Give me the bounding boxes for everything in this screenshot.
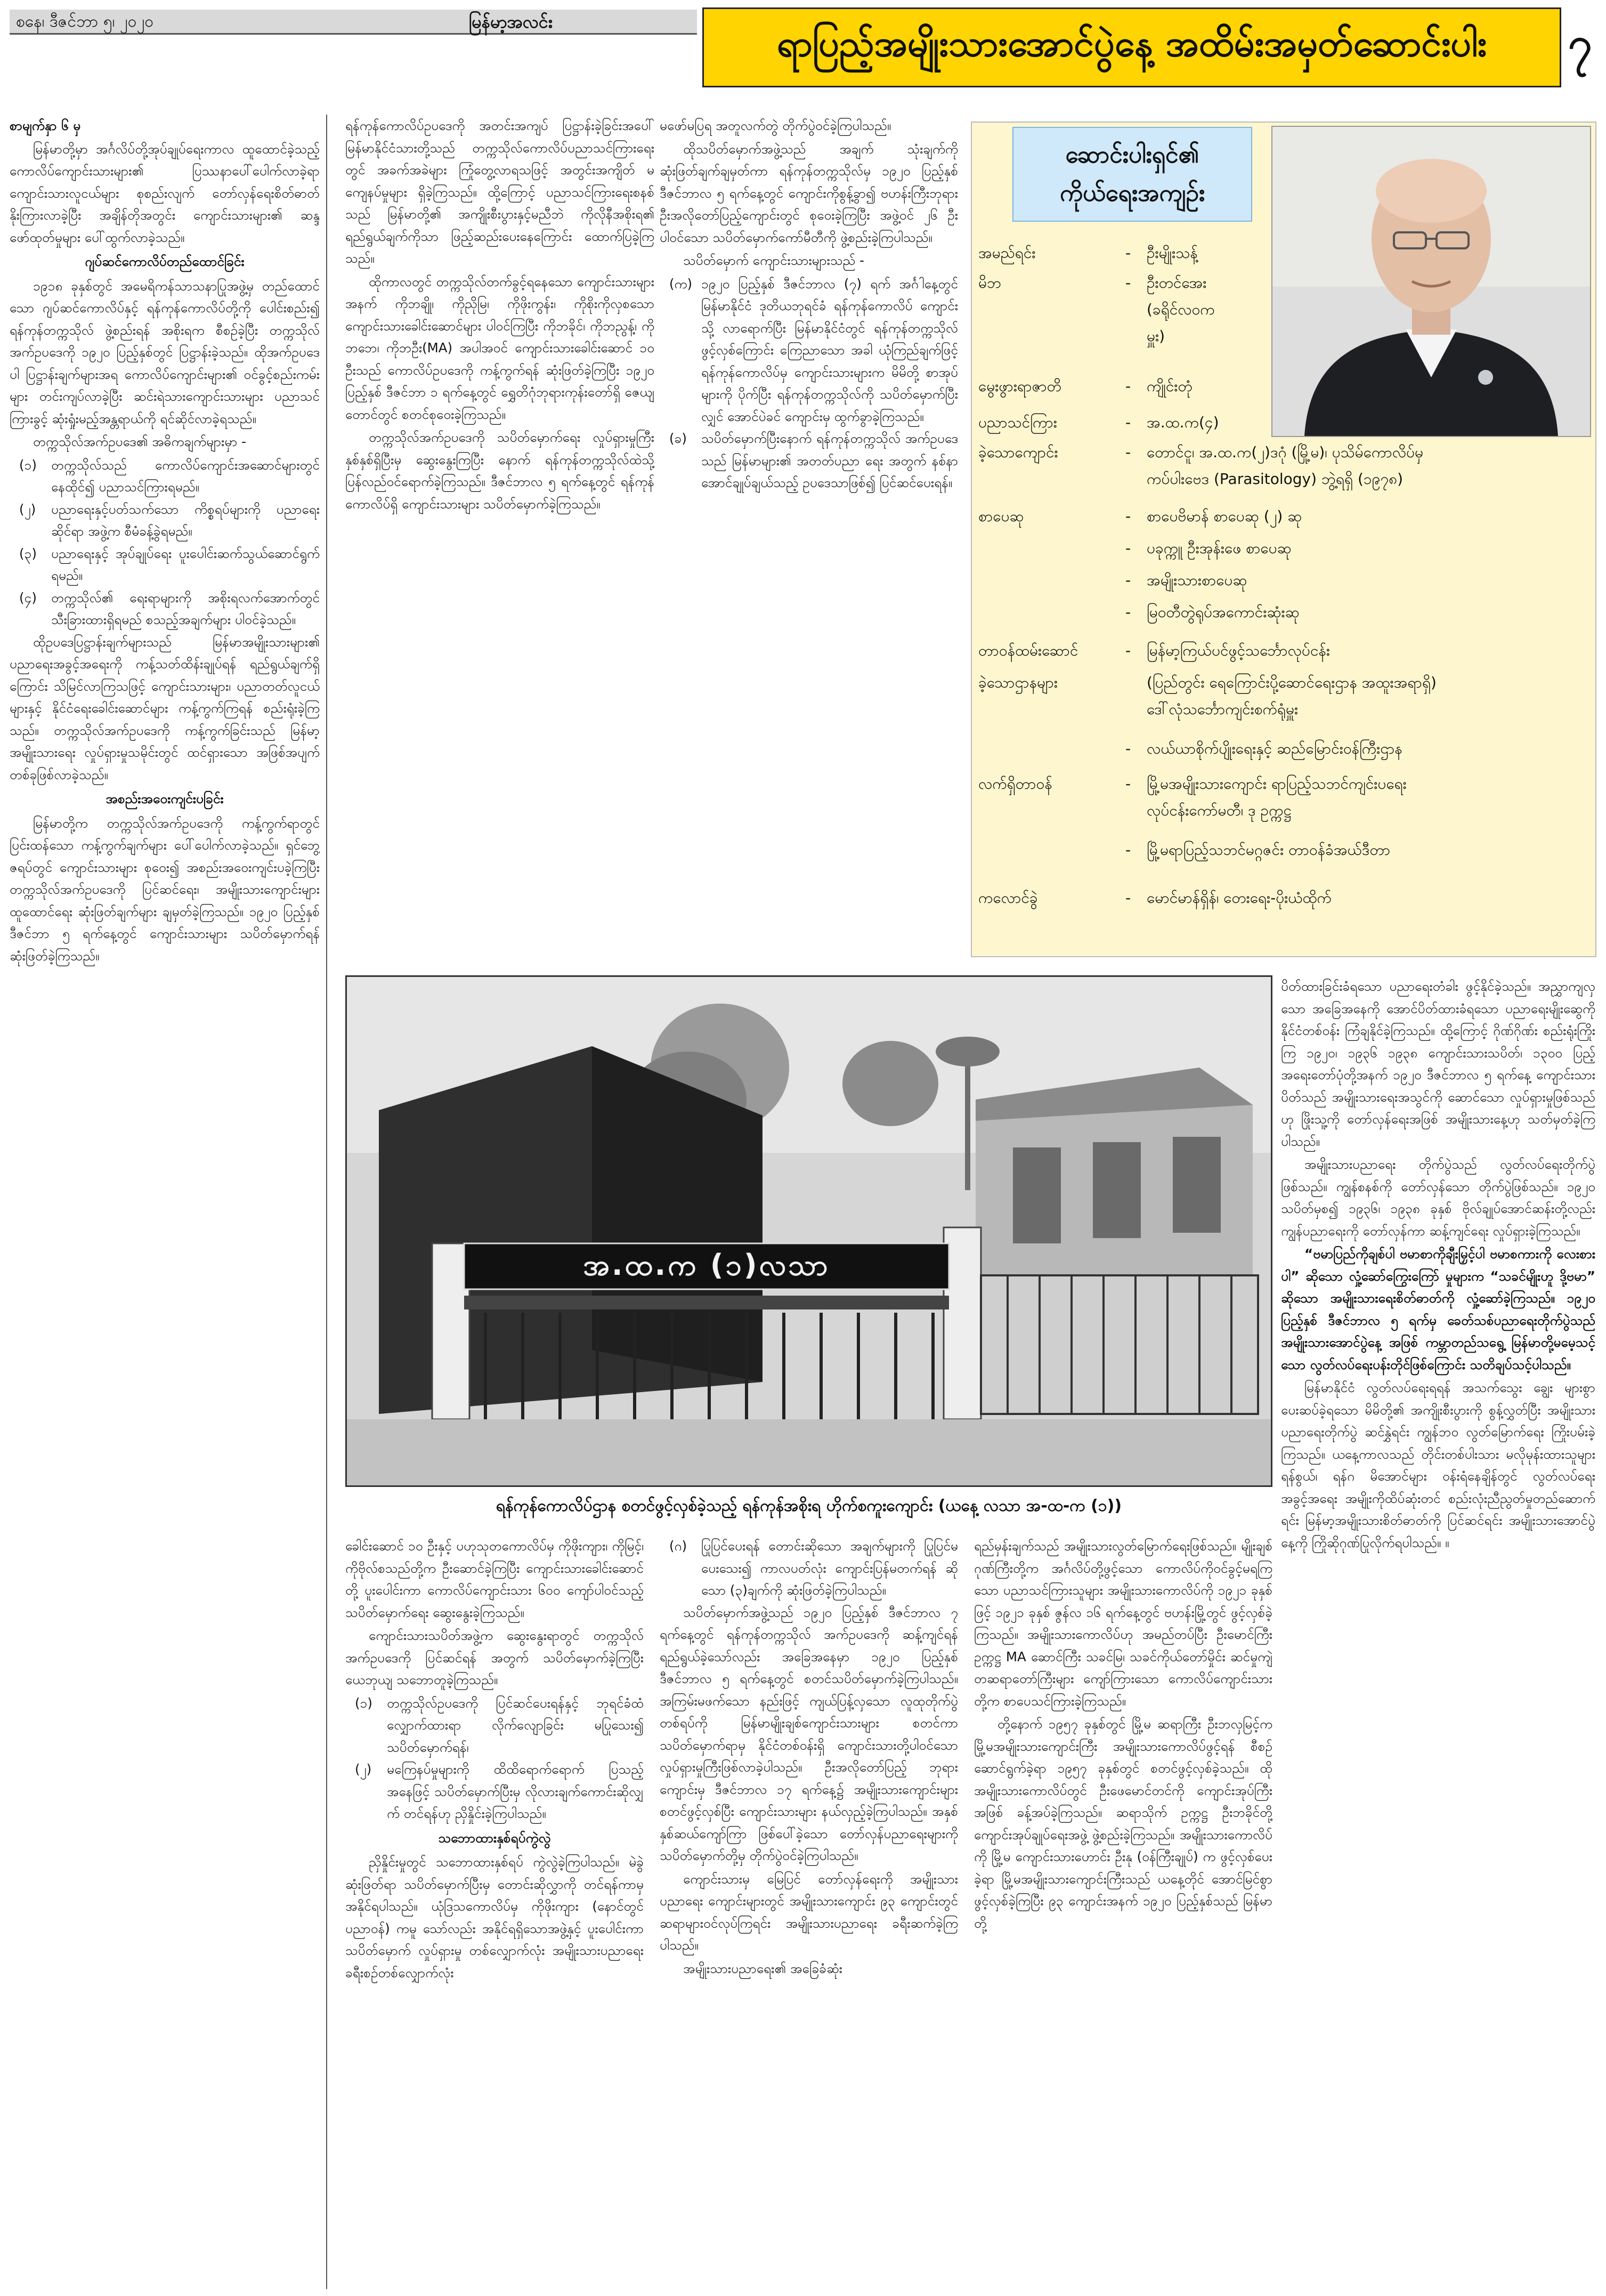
profile-value: ပခုက္ကူ ဦးအုန်းဖေ စာပေဆု — [1147, 539, 1292, 557]
issue-date: စနေ၊ ဒီဇင်ဘာ ၅၊ ၂၀၂၀ — [16, 12, 154, 31]
paragraph: မြန်မာတို့မှာ အင်္ဂလိပ်တို့အုပ်ချုပ်ရေးကာလ ထူထောင်ခဲ့သည့် ကောလိပ်ကျောင်းသားများ၏ ပြဿနာပေါ်ပေါက်လာခဲ့ရာ ကျောင်းသားလူငယ်များ စုစည်းလျက် တော်လှန်ရေးစိတ်ဓာတ် နိုးကြားလာခဲ့ပြီး အချိန်တိုအတွင်း ကျောင်းသားများ၏ ဆန္ဒဖော်ထုတ်မှုများ ပေါ်ထွက်လာခဲ့သည်။ — [10, 141, 320, 245]
profile-label: စာပေဆု — [978, 507, 1024, 525]
profile-value: မောင်မာန်ရှိန်၊ တေးရေး-ပိုးယံထိုက် — [1147, 889, 1332, 907]
column-divider — [326, 115, 327, 2289]
profile-dash: - — [1125, 571, 1131, 589]
paragraph: ကျောင်းသားမှ မြေပြင် တော်လှန်ရေးကို အမျိုးသားပညာရေး ကျောင်းများတွင် အမျိုးသားကျောင်း ၉၃ ကျောင်းတွင် ဆရာများဝင်လုပ်ကြရင်း အမျိုးသားပညာရေး ခရီးဆက်ခဲ့ကြပါသည်။ — [660, 1871, 958, 1953]
column-2-lower — [345, 1535, 644, 2286]
list-item: (၂) ပညာရေးနှင့်ပတ်သက်သော ကိစ္စရပ်များကို ပညာရေးဆိုင်ရာ အဖွဲ့က စီမံခန့်ခွဲရမည်။ — [19, 501, 320, 539]
paragraph: ပိတ်ထားခြင်းခံရသော ပညာရေးတံခါး ဖွင့်နိုင်ခဲ့သည်။ အညွှာကျလှသော အခြေအနေကို အောင်ပိတ်ထားခံရသော ပညာရေးမျိုးဆွေကို နိုင်ငံတစ်ဝန်း ကြံချနိုင်ခဲ့ကြသည်။ ထို့ကြောင့် ဂိုဏ်ဂိုဏ်း စည်းရုံးကြိုးကြ ၁၉၂၀၊ ၁၉၃၆ ၁၉၃၈ ကျောင်းသားသပိတ်၊ ၁၃၀၀ ပြည့်အရေးတော်ပုံတို့အနက် ၁၉၂၀ ဒီဇင်ဘာလ ၅ ရက်နေ့ ကျောင်းသားပိတ်သည် အမျိုးသားရေးအသွင်ကို ဆောင်သော လှုပ်ရှားမှုဖြစ်သည်ဟု ဖြိုးသူ့ကို တော်လှန်ရေးအဖြစ် အမျိုးသားနေ့ဟု သတ်မှတ်ခဲ့ကြပါသည်။ — [1281, 979, 1595, 1149]
column-6 — [1281, 975, 1595, 2286]
profile-dash: - — [1125, 841, 1131, 859]
profile-dash: - — [1125, 443, 1131, 461]
paragraph: အမျိုးသားပညာရေး၏ အခြေခံဆုံး — [683, 1960, 842, 1976]
profile-value: မြို့မအမျိုးသားကျောင်း ရာပြည့်သဘင်ကျင်းပရေး လုပ်ငန်းကော်မတီ၊ ဒု ဥက္ကဋ္ဌ — [1147, 775, 1407, 819]
profile-value: ဦးမျိုးသန့် — [1147, 244, 1198, 262]
paragraph: “ဗမာပြည်ကိုချစ်ပါ ဗမာစာကိုချီးမြှင့်ပါ ဗမာစကားကို လေးစားပါ” ဆိုသော လှုံ့ဆော်ကြွေးကြော် မှုများက “သခင်မျိုးဟူ ဒို့ဗမာ” ဆိုသော အမျိုးသားရေးစိတ်ဓာတ်ကို လှုံ့ဆော်ခဲ့ကြသည်။ ၁၉၂၀ ပြည့်နှစ် ဒီဇင်ဘာလ ၅ ရက်မှ ခေတ်သစ်ပညာရေးတိုက်ပွဲသည် အမျိုးသားအောင်ပွဲနေ့ အဖြစ် ကမ္ဘာတည်သရွေ့ မြန်မာတို့မမေ့သင့်သော လွတ်လပ်ရေးပန်းတိုင်ဖြစ်ကြောင်း သတိချပ်သင့်ပါသည်။ — [1281, 1246, 1595, 1372]
list-item: (၂) မကြေနပ်မှုများကို ထိထိရောက်ရောက် ပြသည့် အနေဖြင့် သပိတ်မှောက်ပြီးမှ လိုလားချက်ကောင်းဆိုလျှက် တင်ရန်ဟု ညှိနှိုင်းခဲ့ကြပါသည်။ — [355, 1761, 644, 1821]
profile-label: ပညာသင်ကြား — [978, 414, 1057, 431]
profile-dash: - — [1125, 642, 1131, 659]
paragraph: သပိတ်မှောက် ကျောင်းသားများသည် - — [683, 253, 864, 268]
paragraph: ခေါင်းဆောင် ၁၀ ဦးနှင့် ပဟုသုတကောလိပ်မှ ကိုဖိုးကျား၊ ကိုမြင့်၊ ကိုဗိုလ်စသည်တို့က ဦးဆောင်ခဲ့ကြပြီး ကျောင်းသားခေါင်းဆောင်တို့ ပူးပေါင်းကာ ကောလိပ်ကျောင်းသား ၆၀၀ ကျော်ပါဝင်သည့် သပိတ်မှောက်ရေး ဆွေးနွေးခဲ့ကြသည်။ — [345, 1538, 644, 1620]
profile-value: အမျိုးသားစာပေဆု — [1147, 571, 1247, 589]
column-3 — [660, 115, 958, 967]
school-photo — [345, 975, 1272, 1487]
gate-sign-text: အ.ထ.က (၁)လသာ — [583, 1248, 830, 1282]
profile-label: အမည်ရင်း — [978, 244, 1036, 262]
subheading: သဘောထားနှစ်ရပ်ကွဲလွဲ — [438, 1830, 551, 1846]
profile-label: မွေးဖွားရာဇာတိ — [978, 377, 1061, 395]
profile-label: ကလောင်ခွဲ — [978, 889, 1038, 907]
column-2 — [345, 115, 654, 967]
paragraph: တက္ကသိုလ်အက်ဥပဒေကို သပိတ်မှောက်ရေး လှုပ်ရှားမှုကြီး နှစ်နှစ်ရှိပြီးမှ ဆွေးနွေးကြပြီး နောက် ရန်ကုန်တက္ကသိုလ်ထဲသို့ ပြန်လည်ဝင်ရောက်ခဲ့ကြသည်။ ဒီဇင်ဘာလ ၅ ရက်နေ့တွင် ရန်ကုန်ကောလိပ်ရှိ ကျောင်းသားများ သပိတ်မှောက်ခဲ့ကြသည်။ — [345, 430, 654, 512]
list-item: (၃) ပညာရေးနှင့် အုပ်ချုပ်ရေး ပူးပေါင်းဆက်သွယ်ဆောင်ရွက်ရမည်။ — [19, 545, 320, 583]
profile-value: မြို့မရာပြည့်သဘင်မဂ္ဂဇင်း တာဝန်ခံအယ်ဒီတာ — [1147, 841, 1391, 859]
author-portrait — [1271, 126, 1591, 437]
profile-value: အ.ထ.က(၄) — [1147, 414, 1219, 431]
list-item: (ဂ) ပြုပြင်ပေးရန် တောင်းဆိုသော အချက်များကို ပြုပြင်မပေးသေး၍ ကာလပတ်လုံး ကျောင်းပြန်မတက်ရန် ဆိုသော (၃)ချက်ကို ဆုံးဖြတ်ခဲ့ကြပါသည်။ — [669, 1538, 958, 1598]
profile-dash: - — [1125, 507, 1131, 525]
paragraph: မြန်မာနိုင်ငံ လွတ်လပ်ရေးရရန် အသက်သွေး ချွေး များစွာ ပေးဆပ်ခဲ့ရသော မိမိတို့၏ အကျိုးစီးပွားကို စွန့်လွှတ်ပြီး အမျိုးသားပညာရေးတိုက်ပွဲ ဆင်နွှဲရင်း ကျွန်ဘဝ လွတ်မြောက်ရေး ကြိုးပမ်းခဲ့ကြသည်။ ယနေ့ကာလသည် တိုင်းတစ်ပါးသား မလိုမုန်းထားသူများ ရန်စွယ်၊ ရန်ဂ မိအောင်များ ဝန်းရံနေချိန်တွင် လွတ်လပ်ရေးအခွင့်အရေး အမျိုးကိုထိပ်ဆုံးတင် စည်းလုံးညီညွတ်မှုတည်ဆောက်ရင်း မြန်မာ့အမျိုးသားစိတ်ဓာတ်ကို ပြင်ဆင်ရင်း အမျိုးသားအောင်ပွဲနေ့ကို ကြိုဆိုဂုဏ်ပြုလိုက်ရပါသည်။ ။ — [1281, 1380, 1595, 1550]
paragraph: မြန်မာတို့က တက္ကသိုလ်အက်ဥပဒေကို ကန့်ကွက်ရာတွင် ပြင်းထန်သော ကန့်ကွက်ချက်များ ပေါ်ပေါက်လာခဲ့သည်။ ရှင်ဘွေ့ဇရပ်တွင် ကျောင်းသားများ စုဝေး၍ အစည်းအဝေးကျင်းပခဲ့ကြပြီး တက္ကသိုလ်အက်ဥပဒေကို ပြင်ဆင်ရေး၊ အမျိုးသားကျောင်းများ ထူထောင်ရေး ဆုံးဖြတ်ချက်များ ချမှတ်ခဲ့ကြသည်။ ၁၉၂၀ ပြည့်နှစ် ဒီဇင်ဘာ ၅ ရက်နေ့တွင် ကျောင်းသားများ သပိတ်မှောက်ရန် ဆုံးဖြတ်ခဲ့ကြသည်။ — [10, 815, 320, 964]
paragraph: ညှိနှိုင်းမှုတွင် သဘောထားနှစ်ရပ် ကွဲလွဲခဲ့ကြပါသည်။ မဲခွဲဆုံးဖြတ်ရာ သပိတ်မှောက်ပြီးမှ တောင်းဆိုလွှာကို တင်ရန်ကာမှ အနိုင်ရပါသည်။ ယုံဒြသကောလိပ်မှ ကိုဖိုးကျား (နောင်တွင် ပညာဝန်) ကမူ သော်လည်း အနိုင်ရရှိသောအဖွဲ့နှင့် ပူးပေါင်းကာ သပိတ်မှောက် လှုပ်ရှားမှု တစ်လျှောက်လုံး အမျိုးသားပညာရေး ခရီးစဉ်တစ်လျှောက်လုံး — [345, 1854, 644, 1980]
column-3-lower — [660, 1535, 958, 2286]
profile-dash: - — [1125, 244, 1131, 262]
list-item: (၁) တက္ကသိုလ်သည် ကောလိပ်ကျောင်းအဆောင်များတွင် နေထိုင်၍ ပညာသင်ကြားရမည်။ — [19, 457, 320, 495]
portrait-photo — [1272, 127, 1590, 436]
profile-dash: - — [1125, 775, 1131, 793]
profile-label: ခဲ့သောကျောင်း — [978, 443, 1058, 461]
list-item: (၄) တက္ကသိုလ်၏ ရေးရာများကို အစိုးရလက်အောက်တွင် သီးခြားထားရှိရမည် စသည့်အချက်များ ပါဝင်ခဲ့သည်။ — [19, 589, 320, 627]
profile-value: လယ်ယာစိုက်ပျိုးရေးနှင့် ဆည်မြောင်းဝန်ကြီးဌာန — [1147, 740, 1402, 757]
profile-label: ခဲ့သောဌာနများ — [978, 674, 1058, 691]
list-item: (က) ၁၉၂၀ ပြည့်နှစ် ဒီဇင်ဘာလ (၇) ရက် အင်္ဂါနေ့တွင် မြန်မာနိုင်ငံ ဒုတိယဘုရင်ခံ ရန်ကုန်ကောလိပ် ကျောင်းသို့ လာရောက်ပြီး မြန်မာနိုင်ငံတွင် ရန်ကုန်တက္ကသိုလ် ဖွင့်လှစ်ကြောင်း ကြေညာသော အခါ ယုံကြည်ချက်ဖြင့် ရန်ကုန်ကောလိပ်မှ ကျောင်းသားများက မိမိတို့ စာအုပ်များကို ပိုက်ပြီး ရန်ကုန်တက္ကသိုလ်ကို သပိတ်မှောက်ပြီးလျှင် အောင်ပဲခင် ကျောင်းမှ ထွက်ခွာခဲ့ကြသည်။ — [669, 276, 958, 424]
newspaper-name: မြန်မာ့အလင်း — [469, 12, 553, 32]
school-building-image — [347, 977, 1271, 1485]
profile-value: ကျိုင်းတုံ — [1147, 377, 1193, 395]
paragraph: အမျိုးသားပညာရေး တိုက်ပွဲသည် လွတ်လပ်ရေးတိုက်ပွဲဖြစ်သည်။ ကျွန်စနစ်ကို တော်လှန်သော တိုက်ပွဲဖြစ်သည်။ ၁၉၂၀ သပိတ်မှစ၍ ၁၉၃၆၊ ၁၉၃၈ ခုနှစ် ဗိုလ်ချုပ်အောင်ဆန်းတို့လည်း ကျွန်ပညာရေးကို တော်လှန်ကာ ဆန့်ကျင်ရေး လှုပ်ရှားခဲ့ကြသည်။ — [1281, 1157, 1595, 1239]
list-item: (၁) တက္ကသိုလ်ဥပဒေကို ပြင်ဆင်ပေးရန်နှင့် ဘုရင်ခံထံ လျှောက်ထားရာ လိုက်လျောခြင်း မပြုသေး၍ သပိတ်မှောက်ရန်၊ — [355, 1695, 644, 1755]
profile-value: စာပေဗိမာန် စာပေဆု (၂) ဆု — [1147, 507, 1302, 525]
paragraph: ထိုကာလတွင် တက္ကသိုလ်တက်ခွင့်ရနေသော ကျောင်းသားများအနက် ကိုဘချို၊ ကိုညိုမြ၊ ကိုဖိုးကွန်း၊ ကိုစိုးကိုလှစသော ကျောင်းသားခေါင်းဆောင်များ ပါဝင်ကြပြီး ကိုဘခိုင်၊ ကိုဘညွန့်၊ ကိုဘဘေ၊ ကိုဘဦး(MA) အပါအဝင် ကျောင်းသားခေါင်းဆောင် ၁၀ ဦးသည် ကောလိပ်ဥပဒေကို ကန့်ကွက်ရန် ဆုံးဖြတ်ခဲ့ကြပြီး ၁၉၂၀ ပြည့်နှစ် ဒီဇင်ဘာ ၁ ရက်နေ့တွင် ရွှေတိဂုံဘုရားကုန်းတော်ရှိ ဇေယျတောင်တွင် စတင်စုဝေးခဲ့ကြသည်။ — [345, 273, 654, 422]
list-item: (ခ) သပိတ်မှောက်ပြီးနောက် ရန်ကုန်တက္ကသိုလ် အက်ဥပဒေသည် မြန်မာများ၏ အတတ်ပညာ ရေး အတွက် နစ်နာအောင်ချုပ်ချယ်သည့် ဥပဒေသာဖြစ်၍ ပြင်ဆင်ပေးရန်။ — [669, 431, 958, 490]
profile-label: လက်ရှိတာဝန် — [978, 775, 1052, 793]
paragraph: ထိုသပိတ်မှောက်အဖွဲ့သည် အချက် သုံးချက်ကို ဆုံးဖြတ်ချက်ချမှတ်ကာ ရန်ကုန်တက္ကသိုလ်မှ ၁၉၂၀ ပြည့်နှစ် ဒီဇင်ဘာလ ၅ ရက်နေ့တွင် ကျောင်းကိုစွန့်ခွာ၍ ဗဟန်းကြီးဘုရား ဦးအလိုတော်ပြည့်ကျောင်းတွင် စုဝေးခဲ့ကြပြီး အဖွဲ့ဝင် ၂၆ ဦးပါဝင်သော သပိတ်မှောက်ကော်မီတီကို ဖွဲ့စည်းခဲ့ကြပါသည်။ — [660, 141, 958, 245]
paragraph: ကျောင်းသားသပိတ်အဖွဲ့က ဆွေးနွေးရာတွင် တက္ကသိုလ်အက်ဥပဒေကို ပြင်ဆင်ရန် အတွက် သပိတ်မှောက်ခဲ့ကြပြီး ယေဘုယျ သဘောတူခဲ့ကြသည်။ — [345, 1628, 644, 1687]
profile-dash: - — [1125, 414, 1131, 431]
paragraph: ရန်ကုန်ကောလိပ်ဥပဒေကို အတင်းအကျပ် ပြဋ္ဌာန်းခဲ့ခြင်းအပေါ် မြန်မာနိုင်ငံသားတို့သည် တက္ကသိုလ်ကောလိပ်ပညာသင်ကြားရေးတွင် အခက်အခဲများ ကြုံတွေ့လာရသဖြင့် အတွင်းအကျိတ် မကျေနပ်မှုများ ရှိခဲ့ကြသည်။ ထို့ကြောင့် ပညာသင်ကြားရေးစနစ်သည် မြန်မာတို့၏ အကျိုးစီးပွားနှင့်မညီဘဲ ကိုလိုနီအစိုးရ၏ ရည်ရွယ်ချက်ကိုသာ ဖြည့်ဆည်းပေးနေကြောင်း ထောက်ပြခဲ့ကြသည်။ — [345, 118, 654, 266]
profile-dash: - — [1125, 603, 1131, 621]
subheading: အစည်းအဝေးကျင်းပခြင်း — [106, 791, 224, 806]
profile-dash: - — [1125, 740, 1131, 757]
profile-value: ဦးတင်အေး (ခရိုင်လဝက မှူး) — [1147, 274, 1215, 345]
profile-value: (ပြည်တွင်း ရေကြောင်းပို့ဆောင်ရေးဌာန အထူးအရာရှိ) ဒေါ်လုံသင်္ဘောကျင်းစက်ရုံမှူး — [1147, 674, 1437, 718]
profile-dash: - — [1125, 274, 1131, 292]
page-number: ၇ — [1561, 7, 1599, 87]
profile-value: မြဝတီတွဲရုပ်အကောင်းဆုံးဆု — [1147, 603, 1300, 621]
profile-label: တာဝန်ထမ်းဆောင် — [978, 642, 1078, 659]
paragraph: တို့နောက် ၁၉၅၇ ခုနှစ်တွင် မြို့မ ဆရာကြီး ဦးဘလှမြင့်က မြို့မအမျိုးသားကျောင်းကြီး အမျိုးသားကောလိပ်ဖွင့်ရန် စီစဉ်ဆောင်ရွက်ခဲ့ရာ ၁၉၅၇ ခုနှစ်တွင် စတင်ဖွင့်လှစ်ခဲ့သည်။ ထိုအမျိုးသားကောလိပ်တွင် ဦးဖေမောင်တင်ကို ကျောင်းအုပ်ကြီးအဖြစ် ခန့်အပ်ခဲ့ကြသည်။ ဆရာသိုက် ဥက္ကဋ္ဌ ဦးဘခိုင်တို့ ကျောင်းအုပ်ချုပ်ရေးအဖွဲ့ ဖွဲ့စည်းခဲ့ကြသည်။ အမျိုးသားကောလိပ်ကို မြို့မ ကျောင်းသားဟောင်း ဦးနု (ဝန်ကြီးချုပ်) က ဖွင့်လှစ်ပေးခဲ့ရာ မြို့မအမျိုးသားကျောင်းကြီးသည် ယနေ့တိုင် အောင်မြင်စွာ ဖွင့်လှစ်ခဲ့ကြပြီး ၉၃ ကျောင်းအနက် ၁၉၂၀ ပြည့်နှစ်သည် မြန်မာတို့ — [974, 1716, 1272, 1931]
paragraph: သပိတ်မှောက်အဖွဲ့သည် ၁၉၂၀ ပြည့်နှစ် ဒီဇင်ဘာလ ၇ ရက်နေ့တွင် ရန်ကုန်တက္ကသိုလ် အက်ဥပဒေကို ဆန့်ကျင်ရန် ရည်ရွယ်ခဲ့သော်လည်း အခြေအနေမှာ ၁၉၂၀ ပြည့်နှစ် ဒီဇင်ဘာလ ၅ ရက်နေ့တွင် စတင်သပိတ်မှောက်ခဲ့ကြပါသည်။ အကြမ်းမဖက်သော နည်းဖြင့် ကျယ်ပြန့်လှသော လူထုတိုက်ပွဲ တစ်ရပ်ကို မြန်မာမျိုးချစ်ကျောင်းသားများ စတင်ကာ သပိတ်မှောက်ရာမှ နိုင်ငံတစ်ဝန်းရှိ ကျောင်းသားတို့ပါဝင်သော လှုပ်ရှားမှုကြီးဖြစ်လာခဲ့ပါသည်။ ဦးအလိုတော်ပြည့် ဘုရားကျောင်းမှ ဒီဇင်ဘာလ ၁၇ ရက်နေ့၌ အမျိုးသားကျောင်းများ စတင်ဖွင့်လှစ်ပြီး ကျောင်းသားများ နယ်လှည့်ခဲ့ကြပါသည်။ အနှစ်နှစ်ဆယ်ကျော်ကြာ ဖြစ်ပေါ်ခဲ့သော တော်လှန်ပညာရေးများကို သပိတ်မှောက်တို့မှ တိုက်ပွဲဝင်ခဲ့ကြပါသည်။ — [660, 1604, 958, 1863]
paragraph: ၁၉၁၈ ခုနှစ်တွင် အမေရိကန်သာသနာပြုအဖွဲ့မှ တည်ထောင်သော ဂျပ်ဆင်ကောလိပ်နှင့် ရန်ကုန်ကောလိပ်တို့ကို ပေါင်းစည်း၍ ရန်ကုန်တက္ကသိုလ် ဖွဲ့စည်းရန် အစိုးရက စီစဉ်ခဲ့ပြီး တက္ကသိုလ်အက်ဥပဒေကို ၁၉၂၀ ပြည့်နှစ်တွင် ပြဋ္ဌာန်းခဲ့သည်။ ထိုအက်ဥပဒေပါ ပြဋ္ဌာန်းချက်များအရ ကောလိပ်ကျောင်းများ၏ ဝင်ခွင့်စည်းကမ်းများ တင်းကျပ်လာခဲ့ပြီး ဆင်းရဲသားကျောင်းသားများ ပညာသင်ကြားခွင့် ဆုံးရှုံးမည့်အန္တရာယ်ကို ရင်ဆိုင်လာခဲ့ရသည်။ — [10, 278, 320, 426]
paragraph: ရည်မှန်းချက်သည် အမျိုးသားလွတ်မြောက်ရေးဖြစ်သည်။ မျိုးချစ်ဂုဏ်ကြီးတို့က အင်္ဂလိပ်တို့ဖွင့်သော ကောလိပ်ကိုဝင်ခွင့်မရကြသော ပညာသင်ကြားသူများ အမျိုးသားကောလိပ်ကို ၁၉၂၁ ခုနှစ် ဖြင့် ၁၉၂၁ ခုနှစ် ဇွန်လ ၁၆ ရက်နေ့တွင် ဗဟန်းမြို့တွင် ဖွင့်လှစ်ခဲ့ကြသည်။ အမျိုးသားကောလိပ်ဟု အမည်တပ်ပြီး ဦးမောင်ကြီး ဥက္ကဋ္ဌ MA ဆောင်ကြီး သခင်မြ၊ သခင်ကိုယ်တော်မှိုင်း ဆင်မှုကျဲ တဆရာတော်ကြီးများ ကျော်ကြားသော ကောလိပ်ကျောင်းသားတို့က စာပေသင်ကြားခဲ့ကြသည်။ — [974, 1538, 1272, 1709]
paragraph: တက္ကသိုလ်အက်ဥပဒေ၏ အဓိကချက်များမှာ - — [33, 434, 246, 449]
profile-heading-line: ကိုယ်ရေးအကျဉ်း — [1059, 180, 1205, 207]
column-4-lower — [974, 1535, 1272, 2286]
profile-heading-line: ဆောင်းပါးရှင်၏ — [1065, 141, 1199, 168]
profile-value: မြန်မာ့ကြယ်ပင်ဖွင့်သင်္ဘောလုပ်ငန်း — [1147, 642, 1331, 659]
paragraph: မဖော်မပြရ အတူလက်တွဲ တိုက်ပွဲဝင်ခဲ့ကြပါသည်။ — [660, 118, 891, 133]
profile-label: မိဘ — [978, 274, 1001, 292]
photo-caption: ရန်ကုန်ကောလိပ်ဌာန စတင်ဖွင့်လှစ်ခဲ့သည့် ရန်ကုန်အစိုးရ ဟိုက်စကူးကျောင်း (ယနေ့ လသာ အ-ထ-က (၁)) — [496, 1496, 1122, 1515]
profile-dash: - — [1125, 377, 1131, 395]
profile-value: တောင်ငူ၊ အ.ထ.က(၂)ဒဂုံ (မြို့မ)၊ ပုသိမ်ကောလိပ်မှ ကပ်ပါးဗေဒ (Parasitology) ဘွဲ့ရရှိ (၁၉၇၈) — [1147, 443, 1423, 488]
profile-dash: - — [1125, 889, 1131, 907]
profile-dash: - — [1125, 539, 1131, 557]
continued-from: စာမျက်နှာ ၆ မှ — [10, 118, 81, 133]
profile-heading — [1012, 127, 1252, 222]
paragraph: ထိုဥပဒေပြဋ္ဌာန်းချက်များသည် မြန်မာအမျိုးသားများ၏ ပညာရေးအခွင့်အရေးကို ကန့်သတ်ထိန်းချုပ်ရန် ရည်ရွယ်ချက်ရှိကြောင်း သိမြင်လာကြသဖြင့် ကျောင်းသားများ၊ ပညာတတ်လူငယ်များနှင့် နိုင်ငံရေးခေါင်းဆောင်များ ကန့်ကွက်ကြရန် စည်းရုံးခဲ့ကြသည်။ တက္ကသိုလ်အက်ဥပဒေကို ကန့်ကွက်ခြင်းသည် မြန်မာ့အမျိုးသားရေး လှုပ်ရှားမှုသမိုင်းတွင် ထင်ရှားသော အဖြစ်အပျက်တစ်ခုဖြစ်လာခဲ့သည်။ — [10, 634, 320, 782]
subheading: ဂျပ်ဆင်ကောလိပ်တည်ထောင်ခြင်း — [85, 254, 245, 269]
article-title: ရာပြည့်အမျိုးသားအောင်ပွဲနေ့ အထိမ်းအမှတ်ဆောင်းပါး — [702, 7, 1561, 87]
column-1 — [10, 115, 320, 2289]
